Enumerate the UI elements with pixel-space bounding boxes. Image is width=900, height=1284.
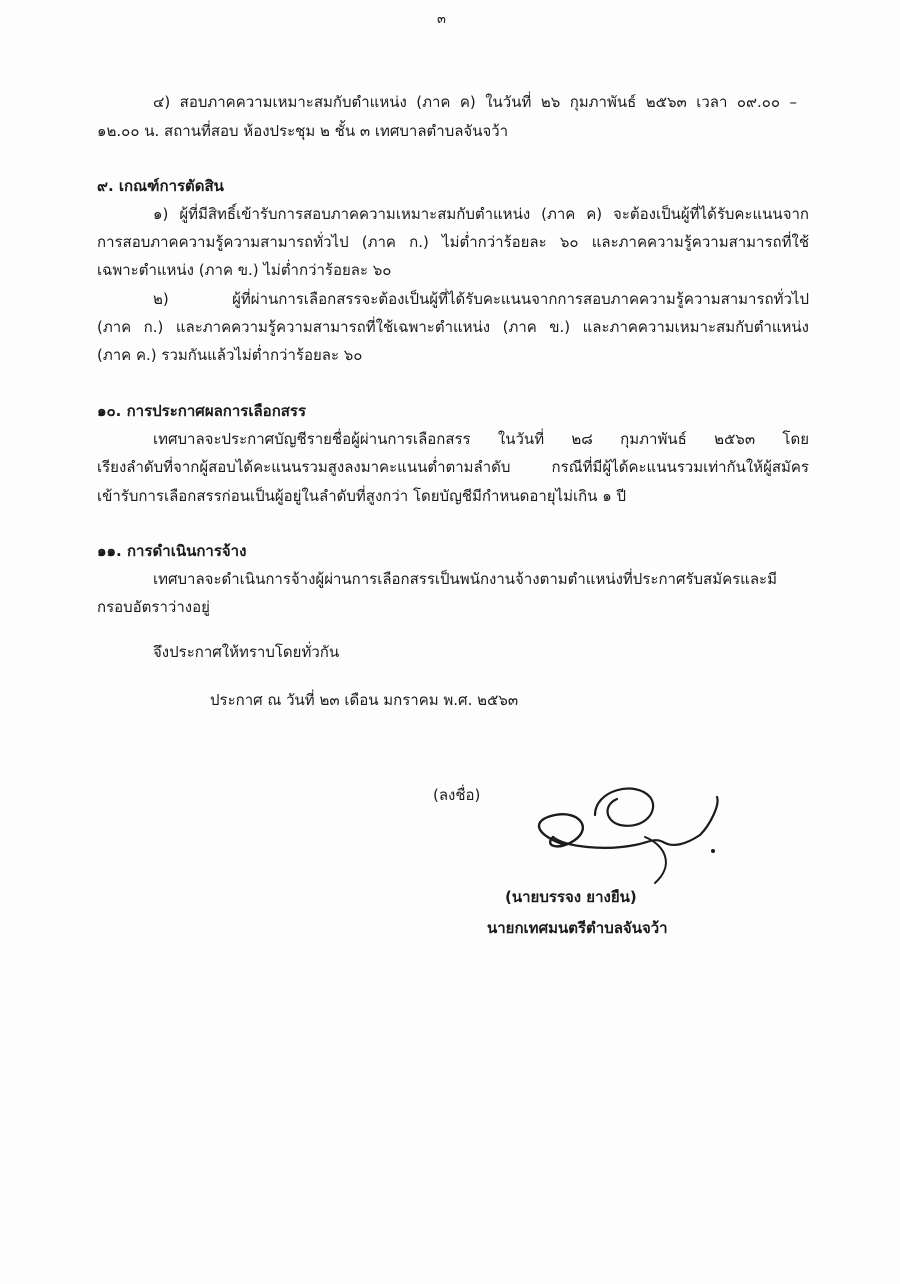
signer-name: (นายบรรจง ยางยืน) xyxy=(505,888,637,906)
section9-p2-line3: (ภาค ค.) รวมกันแล้วไม่ต่ำกว่าร้อยละ ๖๐ xyxy=(97,346,363,364)
handwritten-signature xyxy=(525,775,735,895)
item4-line1: ๔) สอบภาคความเหมาะสมกับตำแหน่ง (ภาค ค) ในวันที่ ๒๖ กุมภาพันธ์ ๒๕๖๓ เวลา ๐๙.๐๐ – xyxy=(153,93,797,111)
section10-line1: เทศบาลจะประกาศบัญชีรายชื่อผู้ผ่านการเลือกสรร ในวันที่ ๒๘ กุมภาพันธ์ ๒๕๖๓ โดย xyxy=(153,430,809,448)
section9-p1-line2: การสอบภาคความรู้ความสามารถทั่วไป (ภาค ก.) ไม่ต่ำกว่าร้อยละ ๖๐ และภาคความรู้ความสามารถที่ใช้ xyxy=(97,233,809,251)
page-number: ๓ xyxy=(437,12,446,27)
section9-p2-line2: (ภาค ก.) และภาคความรู้ความสามารถที่ใช้เฉพาะตำแหน่ง (ภาค ข.) และภาคความเหมาะสมกับตำแหน่ง xyxy=(97,318,809,336)
section10-line3: เข้ารับการเลือกสรรก่อนเป็นผู้อยู่ในลำดับที่สูงกว่า โดยบัญชีมีกำหนดอายุไม่เกิน ๑ ปี xyxy=(97,487,627,505)
sign-label: (ลงชื่อ) xyxy=(433,786,481,804)
closing-text: จึงประกาศให้ทราบโดยทั่วกัน xyxy=(153,643,340,661)
section9-p2-line1: ๒) ผู้ที่ผ่านการเลือกสรรจะต้องเป็นผู้ที่ได้รับคะแนนจากการสอบภาคความรู้ความสามารถทั่วไป xyxy=(153,290,809,308)
section9-heading: ๙. เกณฑ์การตัดสิน xyxy=(97,177,224,195)
section10-heading: ๑๐. การประกาศผลการเลือกสรร xyxy=(97,402,307,420)
section11-line2: กรอบอัตราว่างอยู่ xyxy=(97,598,210,616)
section11-heading: ๑๑. การดำเนินการจ้าง xyxy=(97,542,247,560)
signer-title: นายกเทศมนตรีตำบลจันจว้า xyxy=(487,919,668,937)
item4-line2: ๑๒.๐๐ น. สถานที่สอบ ห้องประชุม ๒ ชั้น ๓ เทศบาลตำบลจันจว้า xyxy=(97,122,509,140)
section9-p1-line3: เฉพาะตำแหน่ง (ภาค ข.) ไม่ต่ำกว่าร้อยละ ๖๐ xyxy=(97,261,392,279)
section11-line1: เทศบาลจะดำเนินการจ้างผู้ผ่านการเลือกสรรเป็นพนักงานจ้างตามตำแหน่งที่ประกาศรับสมัครและมี xyxy=(153,570,777,588)
announcement-date: ประกาศ ณ วันที่ ๒๓ เดือน มกราคม พ.ศ. ๒๕๖๓ xyxy=(210,691,519,709)
section10-line2: เรียงลำดับที่จากผู้สอบได้คะแนนรวมสูงลงมาคะแนนต่ำตามลำดับ กรณีที่มีผู้ได้คะแนนรวมเท่ากันให้ผู้สมัคร xyxy=(97,458,809,476)
section9-p1-line1: ๑) ผู้ที่มีสิทธิ์เข้ารับการสอบภาคความเหมาะสมกับตำแหน่ง (ภาค ค) จะต้องเป็นผู้ที่ได้รับคะแนนจาก xyxy=(153,205,809,223)
